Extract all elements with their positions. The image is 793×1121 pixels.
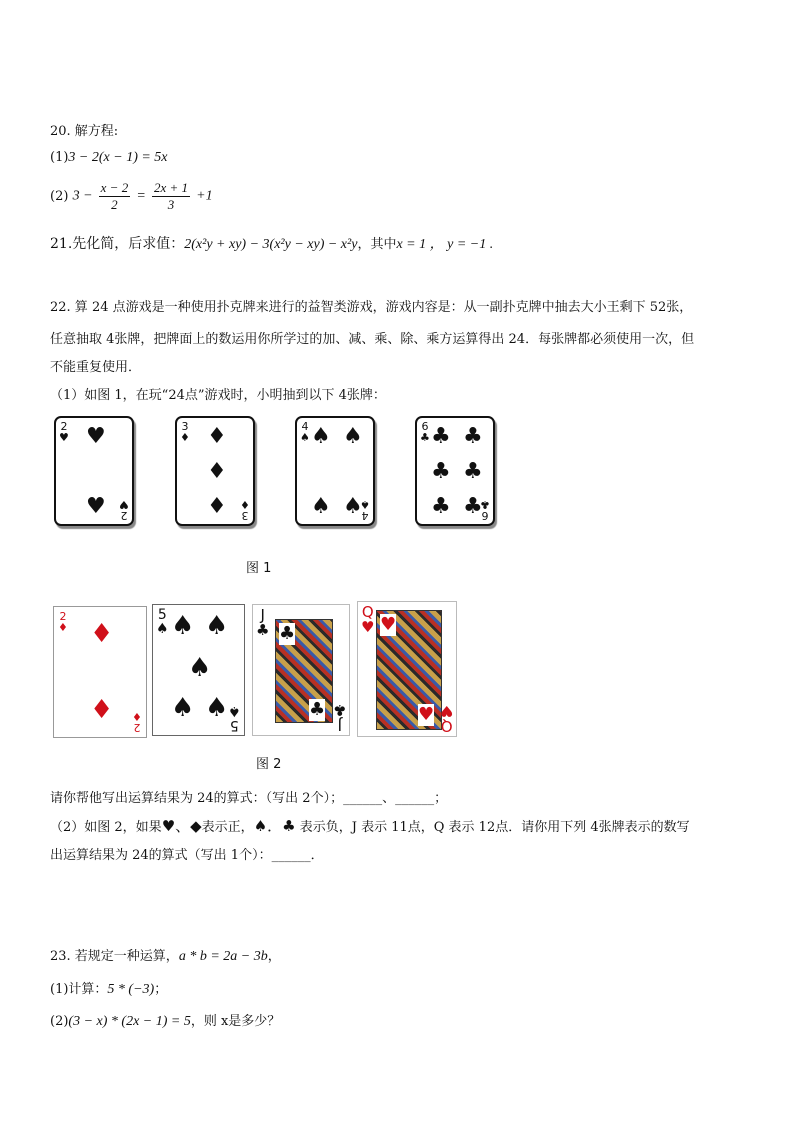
club-pip: ♣ <box>431 494 451 519</box>
figure-1-caption: 图 1 <box>246 561 272 576</box>
q23-definition: a * b = 2a − 3b <box>178 949 268 964</box>
card-corner-rank: 2 ♥ <box>119 498 129 522</box>
heart-pip: ♥ <box>380 614 397 635</box>
card-queen-hearts <box>357 601 457 737</box>
q21-expression: 2(x²y + xy) − 3(x²y − xy) − x²y <box>184 237 358 252</box>
spade-pip: ♠ <box>205 611 229 641</box>
q22-line4: （1）如图 1，在玩“24点”游戏时，小明抽到以下 4张牌： <box>50 388 386 403</box>
q23-part2: (2)(3 − x) * (2x − 1) = 5，则 x是多少？ <box>50 1014 281 1029</box>
q21: 21.先化简，后求值：2(x²y + xy) − 3(x²y − xy) − x²y，其中x = 1 ， y = −1 . <box>50 236 494 252</box>
club-pip: ♣ <box>463 459 483 484</box>
card-jack-clubs <box>252 604 350 736</box>
card-corner-rank: 4 ♠ <box>300 420 310 444</box>
club-pip: ♣ <box>431 424 451 449</box>
card-4-spades <box>295 416 375 526</box>
q21-condition: x = 1 ， y = −1 . <box>396 237 494 252</box>
spade-pip: ♠ <box>171 611 195 641</box>
q20-fraction-1: $\frac{x - 2}{2}$ <box>100 180 129 212</box>
spade-pip: ♠ <box>311 494 331 519</box>
q20-part1: (1)3 − 2(x − 1) = 5x <box>50 150 168 165</box>
heart-pip: ♥ <box>86 494 106 519</box>
club-pip: ♣ <box>463 494 483 519</box>
q23-heading: 23. 若规定一种运算，a * b = 2a − 3b， <box>50 949 281 964</box>
card-2-diamonds <box>53 606 147 738</box>
q22-line3: 不能重复使用． <box>50 360 142 375</box>
card-corner-rank: 3 ♦ <box>240 498 250 522</box>
card-3-diamonds <box>175 416 255 526</box>
card-corner-rank: 2 ♦ <box>132 710 142 734</box>
club-pip: ♣ <box>431 459 451 484</box>
q20-part2: (2) 3 − $\frac{x - 2}{2}$ = $\frac{2x + 1}{3}$ +1 <box>50 180 213 212</box>
card-corner-rank: 5 ♠ <box>228 703 241 733</box>
club-pip: ♣ <box>309 699 326 720</box>
card-corner-rank: J ♣ <box>332 701 346 734</box>
diamond-pip: ♦ <box>207 494 227 519</box>
positive-suit-icons: ♥、◆ <box>161 817 202 835</box>
card-5-spades <box>152 604 245 736</box>
q23-part2-equation: (3 − x) * (2x − 1) = 5 <box>68 1014 191 1029</box>
card-corner-rank: 5 ♠ <box>156 607 169 637</box>
card-corner-rank: 3 ♦ <box>180 420 190 444</box>
card-corner-rank: 6 ♣ <box>480 498 490 522</box>
spade-pip: ♠ <box>343 424 363 449</box>
figure-2-caption: 图 2 <box>256 757 282 772</box>
card-corner-rank: 2 ♥ <box>59 420 69 444</box>
q23-part1-expression: 5 * (−3) <box>107 982 155 997</box>
card-corner-rank: J ♣ <box>256 606 270 639</box>
q22-line6: （2）如图 2，如果♥、◆表示正，♠．♣ 表示负，J 表示 11点，Q 表示 12点．请你用下列 4张牌表示的数写 <box>50 817 690 835</box>
q20-fraction-2: $\frac{2x + 1}{3}$ <box>153 180 188 212</box>
negative-suit-icons: ♠．♣ <box>253 817 296 835</box>
card-corner-rank: 4 ♠ <box>360 498 370 522</box>
spade-pip: ♠ <box>171 693 195 723</box>
club-pip: ♣ <box>279 623 296 644</box>
spade-pip: ♠ <box>205 693 229 723</box>
heart-pip: ♥ <box>86 424 106 449</box>
q20-heading: 20. 解方程: <box>50 124 119 139</box>
q20-part1-equation: 3 − 2(x − 1) = 5x <box>68 150 168 165</box>
spade-pip: ♠ <box>311 424 331 449</box>
spade-pip: ♠ <box>188 653 212 683</box>
q22-line1: 22. 算 24 点游戏是一种使用扑克牌来进行的益智类游戏，游戏内容是：从一副扑克牌中抽去大小王剩下 52张， <box>50 300 693 315</box>
q22-line7: 出运算结果为 24的算式（写出 1个）：______． <box>50 848 324 863</box>
q22-line5: 请你帮他写出运算结果为 24的算式：（写出 2个）；______、______； <box>50 791 448 806</box>
diamond-pip: ♦ <box>90 619 114 649</box>
card-2-hearts <box>54 416 134 526</box>
q22-line2: 任意抽取 4张牌，把牌面上的数运用你所学过的加、减、乘、除、乘方运算得出 24．每张牌都必须使用一次，但 <box>50 332 695 347</box>
card-corner-rank: 2 ♦ <box>58 610 68 634</box>
diamond-pip: ♦ <box>207 459 227 484</box>
q23-part1: (1)计算：5 * (−3)； <box>50 982 168 997</box>
diamond-pip: ♦ <box>90 695 114 725</box>
club-pip: ♣ <box>463 424 483 449</box>
card-corner-rank: 6 ♣ <box>420 420 430 444</box>
spade-pip: ♠ <box>343 494 363 519</box>
heart-pip: ♥ <box>418 704 435 725</box>
card-6-clubs <box>415 416 495 526</box>
card-corner-rank: Q ♥ <box>439 702 453 735</box>
diamond-pip: ♦ <box>207 424 227 449</box>
card-corner-rank: Q ♥ <box>361 603 375 636</box>
